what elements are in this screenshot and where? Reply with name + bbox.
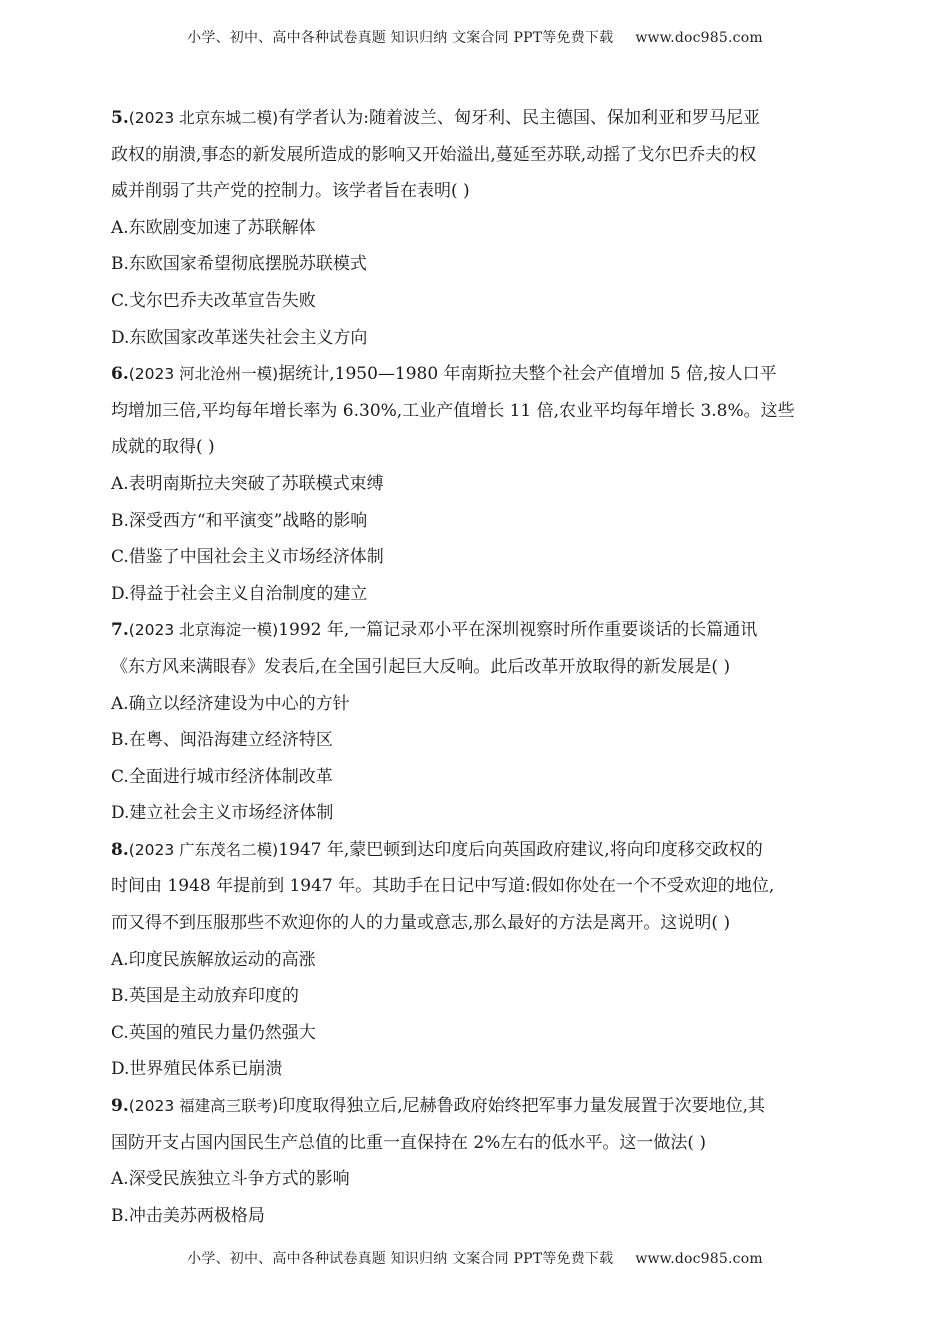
option-b[interactable]: B.英国是主动放弃印度的 (111, 986, 299, 1007)
question-number: 8. (111, 839, 129, 860)
question-source: (2023 福建高三联考) (128, 1097, 279, 1116)
question-source: (2023 北京海淀一模) (128, 621, 279, 640)
option-c[interactable]: C.全面进行城市经济体制改革 (111, 766, 333, 787)
question-stem-line: 国防开支占国内国民生产总值的比重一直保持在 2%左右的低水平。这一做法( ) (111, 1132, 707, 1153)
header-text: 小学、初中、高中各种试卷真题 知识归纳 文案合同 PPT等免费下载 (187, 30, 614, 46)
question-stem-line: 5.(2023 北京东城二模)有学者认为:随着波兰、匈牙利、民主德国、保加利亚和罗马尼亚 (111, 108, 760, 128)
question-number: 7. (111, 620, 129, 641)
question-number: 6. (111, 364, 129, 385)
question-6 (111, 356, 846, 612)
question-stem-line: 9.(2023 福建高三联考)印度取得独立后,尼赫鲁政府始终把军事力量发展置于次要地位,其 (111, 1096, 766, 1117)
question-stem-line: 威并削弱了共产党的控制力。该学者旨在表明( ) (111, 181, 470, 202)
option-a[interactable]: A.表明南斯拉夫突破了苏联模式束缚 (111, 473, 384, 494)
question-5 (111, 100, 846, 356)
page-footer (0, 1248, 950, 1268)
question-stem-line: 时间由 1948 年提前到 1947 年。其助手在日记中写道:假如你处在一个不受欢迎的地位, (111, 876, 775, 897)
option-a[interactable]: A.印度民族解放运动的高涨 (111, 949, 316, 970)
option-d[interactable]: D.得益于社会主义自治制度的建立 (111, 583, 368, 604)
option-d[interactable]: D.东欧国家改革迷失社会主义方向 (111, 327, 368, 348)
question-9 (111, 1088, 846, 1234)
header-url[interactable]: www.doc985.com (635, 30, 763, 46)
question-source: (2023 河北沧州一模) (128, 365, 279, 384)
question-stem-line: 8.(2023 广东茂名二模)1947 年,蒙巴顿到达印度后向英国政府建议,将向印度移交政权的 (111, 839, 763, 860)
option-a[interactable]: A.深受民族独立斗争方式的影响 (111, 1169, 350, 1190)
option-a[interactable]: A.确立以经济建设为中心的方针 (111, 693, 350, 714)
question-number: 9. (111, 1096, 129, 1117)
option-c[interactable]: C.戈尔巴乔夫改革宣告失败 (111, 290, 316, 311)
option-b[interactable]: B.在粤、闽沿海建立经济特区 (111, 730, 333, 751)
option-d[interactable]: D.世界殖民体系已崩溃 (111, 1059, 283, 1080)
footer-url[interactable]: www.doc985.com (635, 1251, 763, 1267)
question-stem-line: 成就的取得( ) (111, 437, 215, 458)
question-source: (2023 广东茂名二模) (128, 840, 279, 859)
option-b[interactable]: B.东欧国家希望彻底摆脱苏联模式 (111, 254, 367, 275)
question-stem-line: 6.(2023 河北沧州一模)据统计,1950—1980 年南斯拉夫整个社会产值增加 5 倍,按人口平 (111, 364, 777, 385)
option-b[interactable]: B.深受西方“和平演变”战略的影响 (111, 510, 368, 531)
option-c[interactable]: C.借鉴了中国社会主义市场经济体制 (111, 547, 384, 568)
question-stem-line: 而又得不到压服那些不欢迎你的人的力量或意志,那么最好的方法是离开。这说明( ) (111, 913, 731, 934)
question-stem-line: 《东方风来满眼春》发表后,在全国引起巨大反响。此后改革开放取得的新发展是( ) (111, 656, 731, 677)
question-8 (111, 832, 846, 1088)
question-number: 5. (111, 108, 129, 128)
option-b[interactable]: B.冲击美苏两极格局 (111, 1205, 265, 1226)
question-stem-line: 均增加三倍,平均每年增长率为 6.30%,工业产值增长 11 倍,农业平均每年增长 3.8%。这些 (111, 400, 795, 421)
option-a[interactable]: A.东欧剧变加速了苏联解体 (111, 217, 316, 238)
question-stem-line: 政权的崩溃,事态的新发展所造成的影响又开始溢出,蔓延至苏联,动摇了戈尔巴乔夫的权 (111, 144, 757, 165)
question-source: (2023 北京东城二模) (128, 109, 279, 127)
question-7 (111, 612, 846, 832)
footer-text: 小学、初中、高中各种试卷真题 知识归纳 文案合同 PPT等免费下载 (187, 1251, 614, 1267)
question-stem-line: 7.(2023 北京海淀一模)1992 年,一篇记录邓小平在深圳视察时所作重要谈话的长篇通讯 (111, 620, 758, 641)
page-header (0, 27, 950, 47)
option-d[interactable]: D.建立社会主义市场经济体制 (111, 803, 334, 824)
option-c[interactable]: C.英国的殖民力量仍然强大 (111, 1022, 316, 1043)
question-list (111, 100, 846, 1234)
